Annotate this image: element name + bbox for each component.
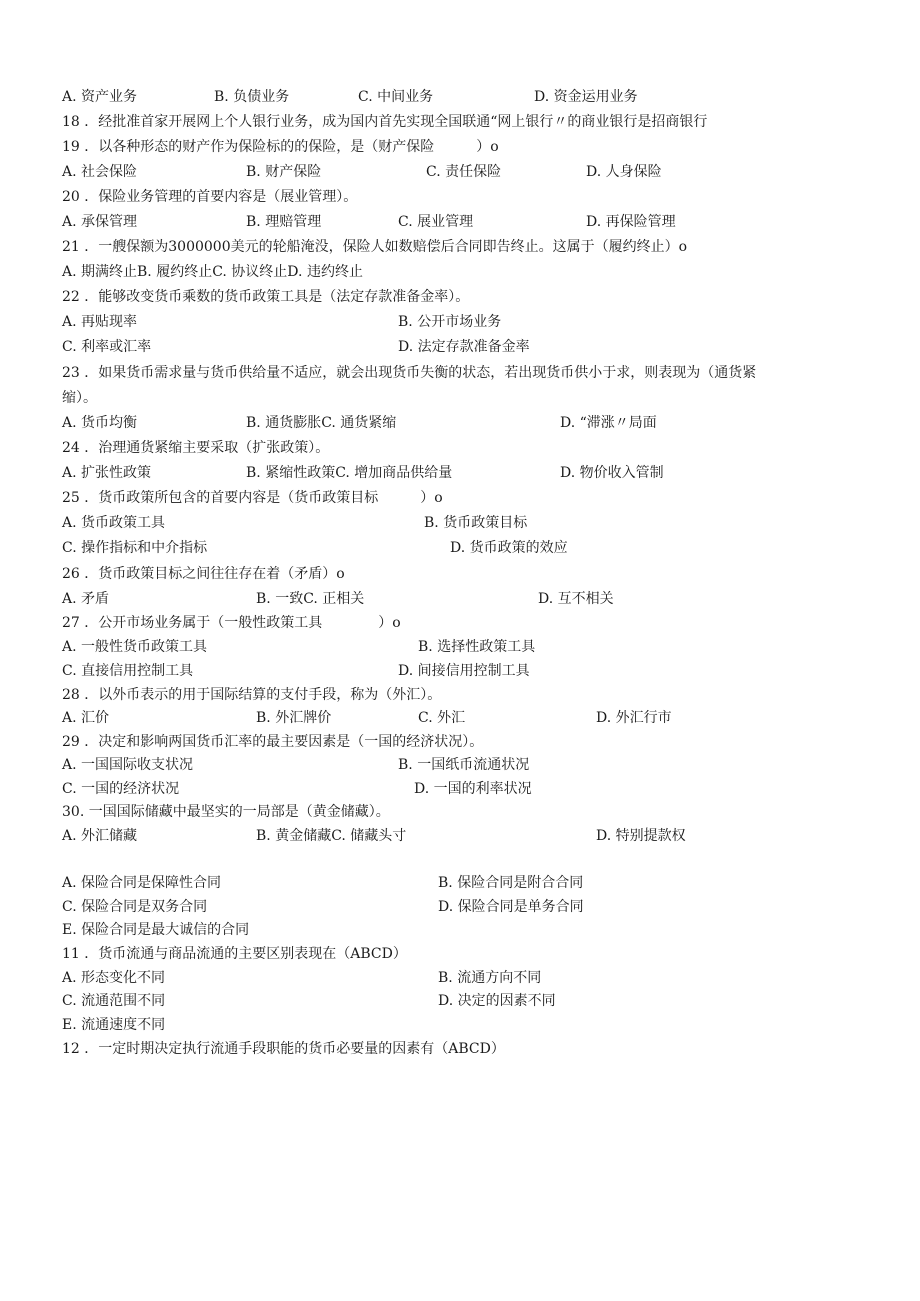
question-text: 29 ．决定和影响两国货币汇率的最主要因素是（一国的经济状况）。 <box>62 734 484 750</box>
option-c: C. 直接信用控制工具 <box>62 663 194 679</box>
option-c: C. 外汇 <box>418 710 466 726</box>
option-d: D. 货币政策的效应 <box>450 540 568 556</box>
option-d: D. 资金运用业务 <box>534 89 638 105</box>
option-d: D. 法定存款准备金率 <box>398 339 530 355</box>
option-c: C. 保险合同是双务合同 <box>62 899 208 915</box>
option-a: A. 扩张性政策 <box>62 465 152 481</box>
question-text: 缩）。 <box>62 390 97 406</box>
option-c: C. 责任保险 <box>426 164 502 180</box>
question-text: 11 ．货币流通与商品流通的主要区别表现在（ABCD） <box>62 946 407 962</box>
option-d: D. 一国的利率状况 <box>414 781 532 797</box>
option-a: A. 外汇储藏 <box>62 828 138 844</box>
option-c: C. 展业管理 <box>398 214 474 230</box>
option-a: A. 一般性货币政策工具 <box>62 639 208 655</box>
option-c: C. 流通范围不同 <box>62 993 166 1009</box>
option-d: D. 互不相关 <box>538 591 614 607</box>
question-text: 20 ．保险业务管理的首要内容是（展业管理）。 <box>62 189 358 205</box>
question-text: 24 ．治理通货紧缩主要采取（扩张政策）。 <box>62 440 330 456</box>
option-d: D. 间接信用控制工具 <box>398 663 530 679</box>
question-text: 22 ．能够改变货币乘数的货币政策工具是（法定存款准备金率）。 <box>62 289 470 305</box>
option-a: A. 保险合同是保障性合同 <box>62 875 222 891</box>
question-text: 23 ．如果货币需求量与货币供给量不适应，就会出现货币失衡的状态，若出现货币供小于求，则表现为（通货紧 <box>62 365 757 381</box>
option-b: B. 一国纸币流通状况 <box>398 757 530 773</box>
option-c: C. 一国的经济状况 <box>62 781 180 797</box>
option-c: C. 中间业务 <box>358 89 434 105</box>
option-b: B. 保险合同是附合合同 <box>438 875 584 891</box>
option-a: A. 再贴现率 <box>62 314 138 330</box>
option-a: A. 形态变化不同 <box>62 970 166 986</box>
option-d: D. 决定的因素不同 <box>438 993 556 1009</box>
question-text: 28 ．以外币表示的用于国际结算的支付手段，称为（外汇）。 <box>62 687 442 703</box>
option-b: B. 公开市场业务 <box>398 314 502 330</box>
option-bc: B. 紧缩性政策C. 增加商品供给量 <box>246 465 453 481</box>
option-b: B. 外汇牌价 <box>256 710 332 726</box>
option-b: B. 货币政策目标 <box>424 515 528 531</box>
option-d: D. “滞涨〃局面 <box>560 415 657 431</box>
option-d: D. 再保险管理 <box>586 214 676 230</box>
option-bc: B. 通货膨胀C. 通货紧缩 <box>246 415 397 431</box>
option-a: A. 汇价 <box>62 710 110 726</box>
option-a: A. 货币均衡 <box>62 415 138 431</box>
option-b: B. 流通方向不同 <box>438 970 542 986</box>
option-a: A. 承保管理 <box>62 214 138 230</box>
option-d: D. 外汇行市 <box>596 710 672 726</box>
option-a: A. 矛盾 <box>62 591 110 607</box>
option-a: A. 资产业务 <box>62 89 138 105</box>
option-b: B. 财产保险 <box>246 164 322 180</box>
question-text: 18 ．经批准首家开展网上个人银行业务，成为国内首先实现全国联通“网上银行〃的商业银行是招商银行 <box>62 114 708 130</box>
options-inline: A. 期满终止B. 履约终止C. 协议终止D. 违约终止 <box>62 264 363 280</box>
question-text: 12 ．一定时期决定执行流通手段职能的货币必要量的因素有（ABCD） <box>62 1041 505 1057</box>
option-b: B. 选择性政策工具 <box>418 639 536 655</box>
option-bc: B. 黄金储藏C. 储藏头寸 <box>256 828 407 844</box>
option-d: D. 特别提款权 <box>596 828 686 844</box>
question-text: 21 ．一艘保额为3000000美元的轮船淹没，保险人如数赔偿后合同即告终止。这属于（履约终止）o <box>62 239 688 255</box>
option-a: A. 社会保险 <box>62 164 138 180</box>
option-b: B. 理赔管理 <box>246 214 322 230</box>
option-d: D. 人身保险 <box>586 164 662 180</box>
option-d: D. 保险合同是单务合同 <box>438 899 584 915</box>
option-e: E. 流通速度不同 <box>62 1017 166 1033</box>
question-text: 26 ．货币政策目标之间往往存在着（矛盾）o <box>62 566 345 582</box>
option-c: C. 操作指标和中介指标 <box>62 540 208 556</box>
option-a: A. 一国国际收支状况 <box>62 757 194 773</box>
option-e: E. 保险合同是最大诚信的合同 <box>62 922 250 938</box>
option-c: C. 利率或汇率 <box>62 339 152 355</box>
option-bc: B. 一致C. 正相关 <box>256 591 365 607</box>
option-a: A. 货币政策工具 <box>62 515 166 531</box>
question-text: 25 ．货币政策所包含的首要内容是（货币政策目标 ）o <box>62 490 443 506</box>
option-b: B. 负债业务 <box>214 89 290 105</box>
option-d: D. 物价收入管制 <box>560 465 664 481</box>
question-text: 27 ．公开市场业务属于（一般性政策工具 ）o <box>62 615 401 631</box>
question-text: 19 ．以各种形态的财产作为保险标的的保险，是（财产保险 ）o <box>62 139 499 155</box>
question-text: 30. 一国国际储藏中最坚实的一局部是（黄金储藏）。 <box>62 804 390 820</box>
